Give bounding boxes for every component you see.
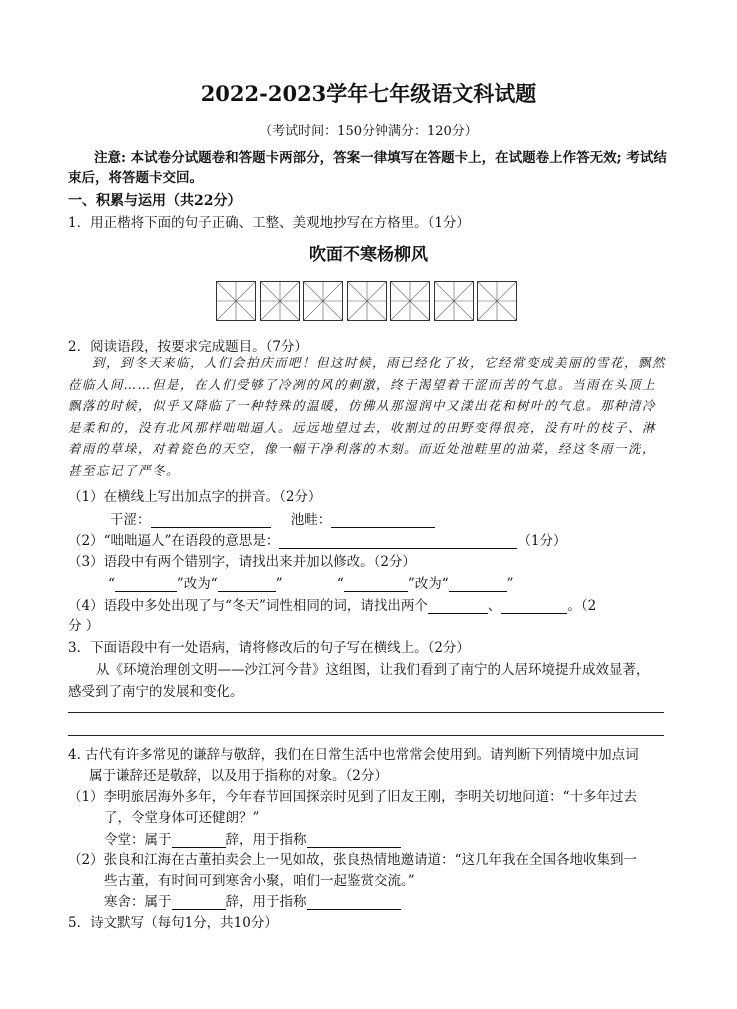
label-refer: 辞，用于指称 (225, 894, 307, 910)
grid-cell[interactable] (390, 281, 430, 321)
copy-sentence: 吹面不寒杨柳风 (309, 245, 428, 265)
question-4-1: （1）李明旅居海外多年，今年春节回国探亲时见到了旧友王刚，李明关切地问道：“十多年过去 (68, 789, 637, 805)
answer-line[interactable] (68, 735, 664, 736)
answer-blank[interactable] (172, 833, 226, 848)
answer-blank[interactable] (331, 513, 435, 528)
answer-blank[interactable] (151, 513, 271, 528)
question-4-2: （2）张良和江海在古董拍卖会上一见如故，张良热情地邀请道：“这几年我在全国各地收集到一 (68, 852, 637, 868)
question-2-1-row (110, 508, 435, 528)
answer-blank[interactable] (115, 577, 177, 592)
question-4-2-answer (104, 890, 401, 910)
question-2-4-cont: 分 ） (68, 618, 100, 634)
question-4-1-cont: 了，令堂身体可还健朗？” (104, 810, 260, 826)
label-refer: 辞，用于指称 (225, 832, 307, 848)
separator: 、 (487, 598, 502, 614)
question-2-1: （1）在横线上写出加点字的拼音。（2分） (68, 489, 322, 505)
change-label: ”改为“ (176, 576, 218, 592)
grid-cell[interactable] (434, 281, 474, 321)
question-2-4-text: （4）语段中多处出现了与“冬天”词性相同的词，请找出两个 (68, 598, 428, 614)
answer-blank[interactable] (307, 895, 401, 910)
notice: 注意: 本试卷分试题卷和答题卡两部分，答案一律填写在答题卡上，在试题卷上作答无效; 考试结束后，将答题卡交回。 (68, 150, 667, 186)
answer-blank[interactable] (279, 534, 517, 549)
question-4-1-answer (104, 828, 401, 848)
section-heading: 一、积累与运用（共22分） (68, 193, 242, 209)
question-2-3: （3）语段中有两个错别字，请找出来并加以修改。（2分） (68, 554, 416, 570)
grid-cell[interactable] (260, 281, 300, 321)
question-4-cont: 属于谦辞还是敬辞，以及用于指称的对象。（2分） (89, 768, 388, 784)
question-4: 4. 古代有许多常见的谦辞与敬辞，我们在日常生活中也常常会使用到。请判断下列情境中加点词 (68, 747, 639, 763)
answer-blank[interactable] (501, 599, 567, 614)
quote-mark: ” (275, 576, 283, 592)
question-2-2-score: （1分） (517, 533, 567, 549)
question-2-2 (68, 529, 567, 549)
change-label: ”改为“ (407, 576, 449, 592)
question-3-text-2: 感受到了南宁的发展和变化。 (68, 684, 244, 700)
reading-passage: 到，到冬天来临，人们会拍庆而吧！但这时候，雨已经化了妆，它经常变成美丽的雪花，飘然莅临人间……但是，在人们受够了冷冽的风的刺激，终于渴望着干涩而苦的气息。当雨在头顶上飘落的时候，似乎又降临了一种特殊的温暖，仿佛从那湿润中又漾出花和树叶的气息。那种清冷是柔和的，没有北风那样咄咄逼人。远远地望过去，收割过的田野变得很亮，没有叶的枝子、淋着雨的草垛，对着瓷色的天空，像一幅干净利落的木刻。而近处池畦里的油菜，经这冬雨一洗，甚至忘记了严冬。 (68, 355, 667, 478)
answer-line[interactable] (68, 712, 664, 713)
page-title: 2022-2023学年七年级语文科试题 (200, 81, 537, 106)
answer-blank[interactable] (344, 577, 408, 592)
question-4-2-cont: 些古董，有时间可到寒舍小聚，咱们一起鉴赏交流。” (104, 873, 415, 889)
question-3: 3．下面语段中有一处语病，请将修改后的句子写在横线上。（2分） (68, 640, 470, 656)
grid-cell[interactable] (347, 281, 387, 321)
answer-blank[interactable] (172, 895, 226, 910)
label-gase: 干涩： (110, 512, 151, 528)
question-2-2-text: （2）“咄咄逼人”在语段的意思是： (68, 533, 280, 549)
grid-cell[interactable] (477, 281, 517, 321)
answer-blank[interactable] (307, 833, 401, 848)
grid-cell[interactable] (216, 281, 256, 321)
question-2-3-row (108, 572, 514, 592)
exam-info: （考试时间：150分钟满分：120分） (259, 124, 478, 139)
question-1: 1．用正楷将下面的句子正确、工整、美观地抄写在方格里。（1分） (68, 215, 470, 231)
answer-blank[interactable] (449, 577, 507, 592)
label-lingtang: 令堂：属于 (104, 832, 172, 848)
question-3-text-1: 从《环境治理创文明——沙江河今昔》这组图，让我们看到了南宁的人居环境提升成效显著， (96, 662, 650, 678)
label-hanshe: 寒舍：属于 (104, 894, 172, 910)
question-2-4-score: 。（2 (567, 598, 597, 614)
quote-mark: ” (506, 576, 514, 592)
answer-blank[interactable] (428, 599, 488, 614)
quote-mark: “ (108, 576, 115, 592)
question-2-4 (68, 594, 596, 614)
question-2: 2．阅读语段，按要求完成题目。（7分） (68, 339, 308, 355)
quote-mark: “ (336, 576, 344, 592)
answer-blank[interactable] (218, 577, 276, 592)
question-5: 5．诗文默写（每句1分，共10分） (68, 915, 278, 931)
writing-grid[interactable] (216, 281, 521, 321)
grid-cell[interactable] (303, 281, 343, 321)
label-chiqi: 池畦： (290, 512, 332, 528)
